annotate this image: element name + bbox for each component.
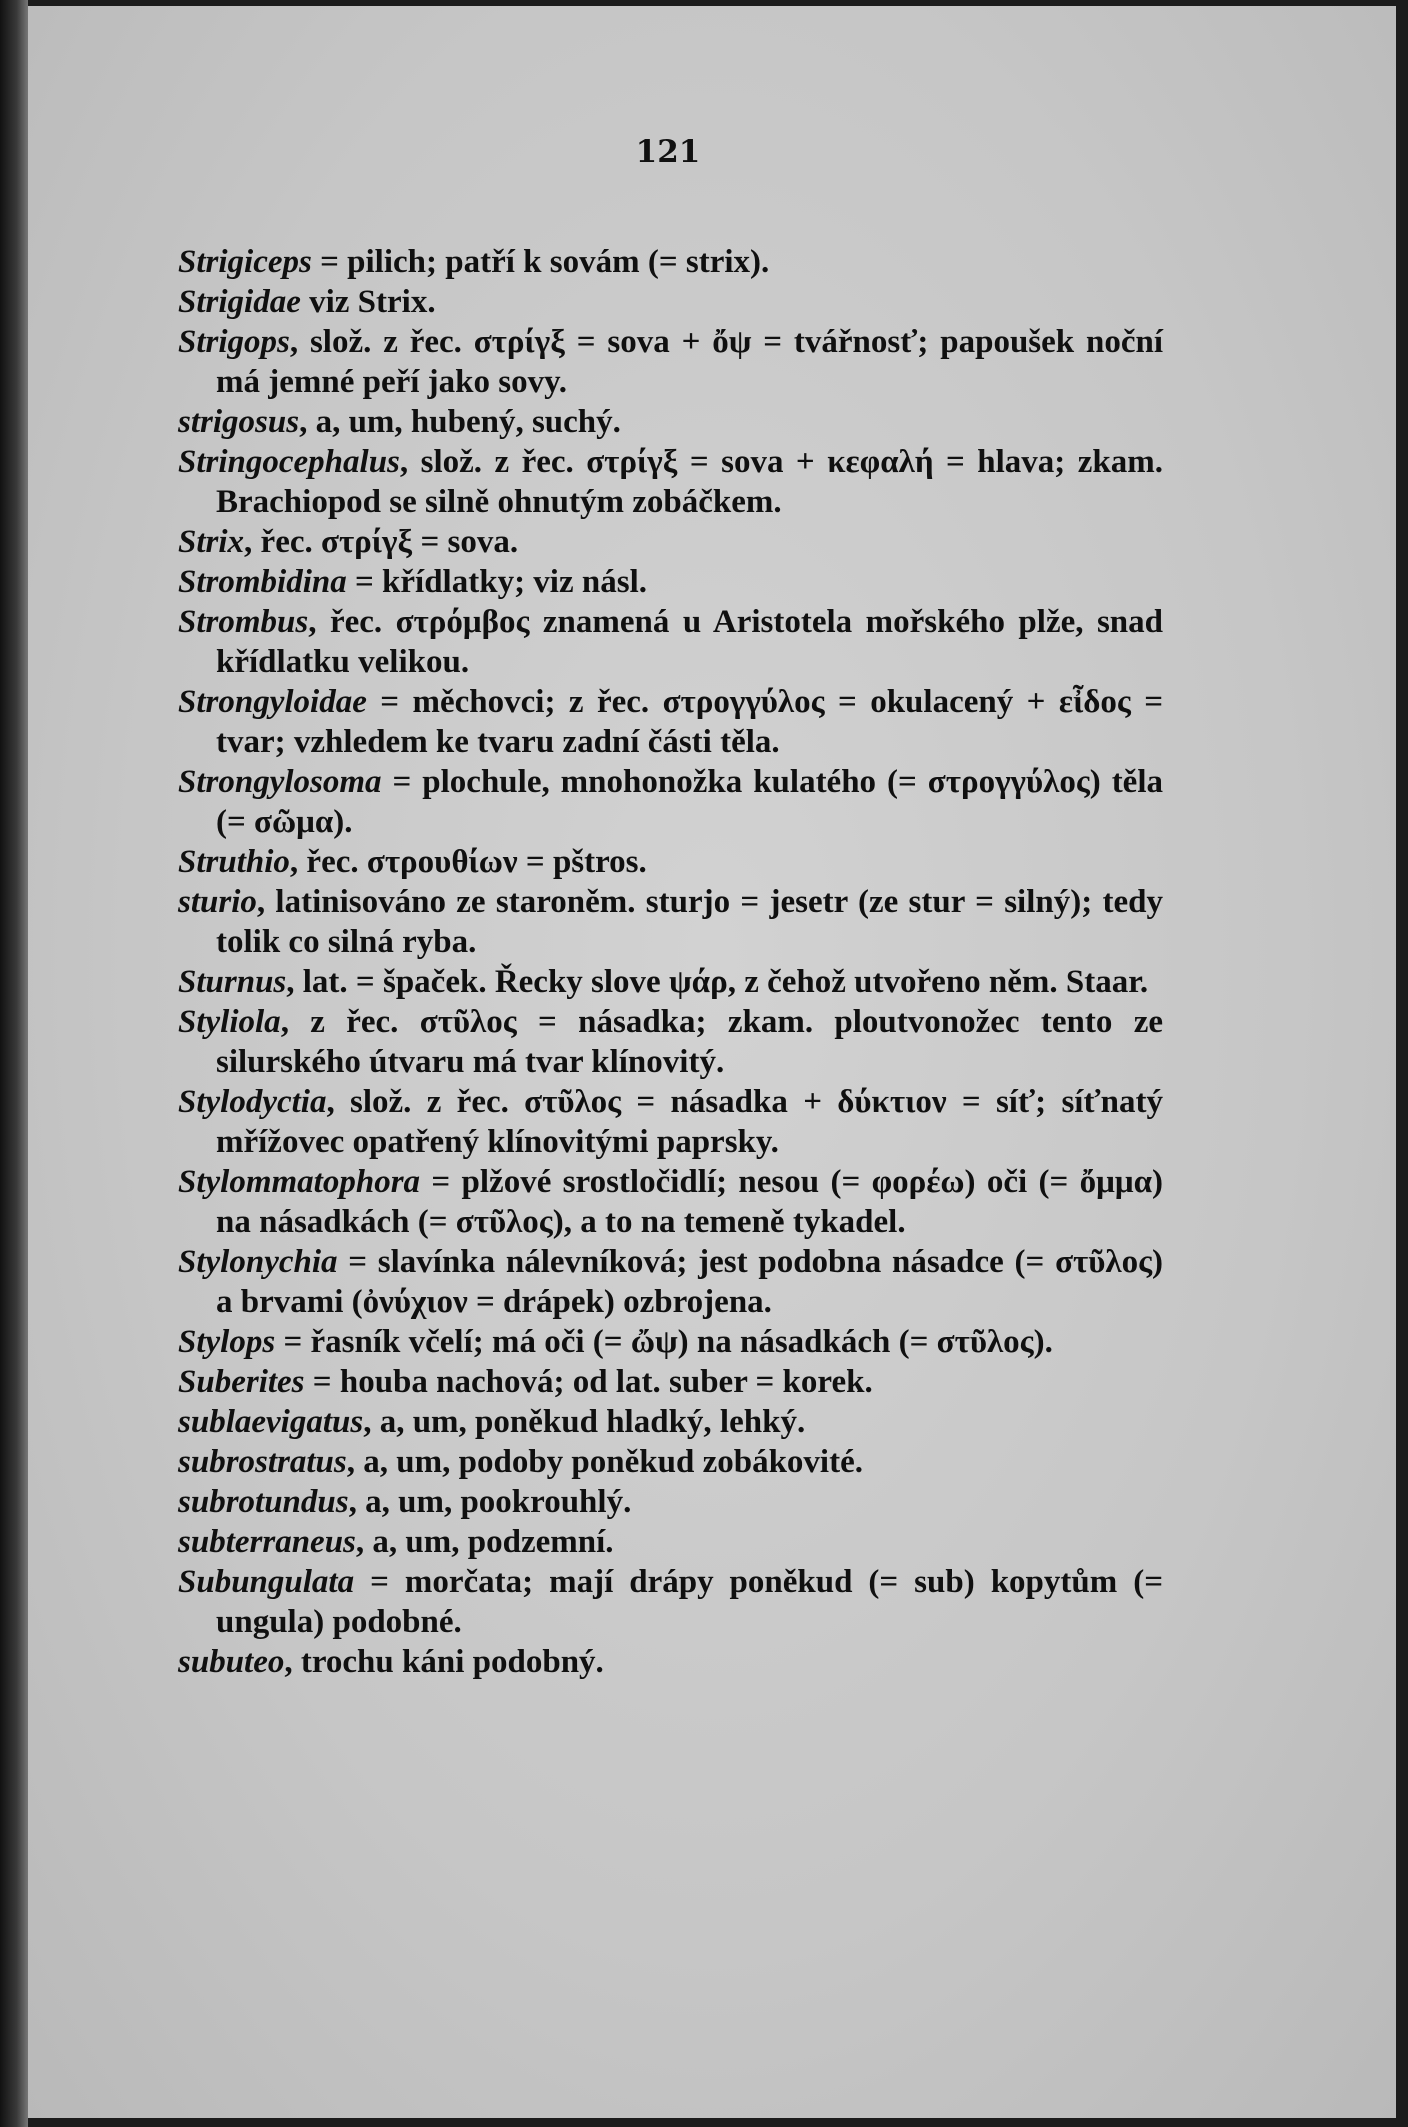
entry-definition: , z řec. στῦλος = násadka; zkam. ploutvonožec tento ze silurského útvaru má tvar klínovitý. [216,1004,1163,1080]
entry-headword: Strix [178,524,245,560]
dictionary-entry [178,1522,1163,1562]
entry-definition: , lat. = špaček. Řecky slove ψάρ, z čehož utvořeno něm. Staar. [286,964,1149,1000]
entry-definition: = pilich; patří k sovám (= strix). [311,244,770,280]
entry-headword: subterraneus [178,1524,356,1560]
entry-definition: , řec. στρόμβος znamená u Aristotela mořského plže, snad křídlatku velikou. [216,604,1163,680]
entry-definition: = měchovci; z řec. στρογγύλος = okulacený + εἶδος = tvar; vzhledem ke tvaru zadní části těla. [216,684,1163,760]
dictionary-entry [178,842,1163,882]
book-binding-edge [0,0,28,2127]
dictionary-entry [178,602,1163,682]
dictionary-entry [178,322,1163,402]
entry-definition: = plžové srostločidlí; nesou (= φορέω) oči (= ὄμμα) na násadkách (= στῦλος), a to na temeně tykadel. [216,1164,1163,1240]
entry-definition: viz Strix. [300,284,436,320]
dictionary-entry [178,1082,1163,1162]
entry-definition: , a, um, hubený, suchý. [299,404,621,440]
entry-headword: Strongylosoma [178,764,382,800]
entry-headword: subrotundus [178,1484,349,1520]
entry-definition: = slavínka nálevníková; jest podobna násadce (= στῦλος) a brvami (ὀνύχιον = drápek) ozbrojena. [216,1244,1163,1320]
dictionary-entry [178,1442,1163,1482]
entry-headword: Subungulata [178,1564,355,1600]
entry-headword: Stylommatophora [178,1164,421,1200]
entry-definition: , a, um, poněkud hladký, lehký. [363,1404,806,1440]
page-number: 121 [635,134,701,170]
dictionary-entry [178,402,1163,442]
dictionary-entry [178,1242,1163,1322]
entry-headword: Stylodyctia [178,1084,327,1120]
dictionary-entry [178,242,1163,282]
dictionary-entry [178,682,1163,762]
dictionary-entry [178,1482,1163,1522]
dictionary-entry [178,962,1163,1002]
entry-headword: Strigidae [178,284,301,320]
dictionary-entry [178,1162,1163,1242]
entry-definition: = houba nachová; od lat. suber = korek. [304,1364,873,1400]
entry-headword: Stylops [178,1324,276,1360]
dictionary-entry [178,1562,1163,1642]
entry-headword: sublaevigatus [178,1404,364,1440]
entry-headword: Strongyloidae [178,684,367,720]
dictionary-entry [178,282,1163,322]
entry-headword: Strigiceps [178,244,312,280]
dictionary-entry [178,442,1163,522]
entry-headword: Styliola [178,1004,281,1040]
entry-headword: subrostratus [178,1444,347,1480]
entry-definition: , a, um, podoby poněkud zobákovité. [346,1444,863,1480]
dictionary-entry [178,562,1163,602]
entry-headword: Strombus [178,604,309,640]
entry-headword: Struthio [178,844,290,880]
dictionary-entry [178,762,1163,842]
entry-definition: , slož. z řec. στρίγξ = sova + κεφαλή = hlava; zkam. Brachiopod se silně ohnutým zobáčkem. [216,444,1163,520]
entry-definition: , řec. στρουθίων = pštros. [289,844,647,880]
entry-definition: , latinisováno ze staroněm. sturjo = jesetr (ze stur = silný); tedy tolik co silná ryba. [216,884,1163,960]
entry-headword: Sturnus [178,964,287,1000]
entry-definition: = křídlatky; viz násl. [346,564,647,600]
entry-headword: sturio [178,884,257,920]
entry-definition: , a, um, pookrouhlý. [348,1484,632,1520]
entry-definition: = plochule, mnohonožka kulatého (= στρογγύλος) těla (= σῶμα). [216,764,1163,840]
entry-definition: = morčata; mají drápy poněkud (= sub) kopytům (= ungula) podobné. [216,1564,1163,1640]
entry-definition: , řec. στρίγξ = sova. [244,524,519,560]
entry-headword: subuteo [178,1644,285,1680]
entry-headword: Stringocephalus [178,444,400,480]
entry-definition: , trochu káni podobný. [284,1644,604,1680]
entry-definition: = řasník včelí; má oči (= ὤψ) na násadkách (= στῦλος). [275,1324,1053,1360]
dictionary-entry [178,882,1163,962]
dictionary-entry [178,1002,1163,1082]
dictionary-entry [178,1362,1163,1402]
entry-headword: strigosus [178,404,300,440]
entry-definition: , slož. z řec. στῦλος = násadka + δύκτιον = síť; síťnatý mřížovec opatřený klínovitými paprsky. [216,1084,1163,1160]
dictionary-entry [178,1642,1163,1682]
entry-headword: Strombidina [178,564,347,600]
book-page [28,6,1396,2118]
entry-headword: Suberites [178,1364,305,1400]
dictionary-entry [178,522,1163,562]
dictionary-entry [178,1402,1163,1442]
entry-definition: , a, um, podzemní. [355,1524,614,1560]
entry-headword: Strigops [178,324,290,360]
dictionary-entry [178,1322,1163,1362]
entry-definition: , slož. z řec. στρίγξ = sova + ὄψ = tvářnosť; papoušek noční má jemné peří jako sovy. [216,324,1163,400]
dictionary-entries [178,242,1163,1682]
entry-headword: Stylonychia [178,1244,338,1280]
